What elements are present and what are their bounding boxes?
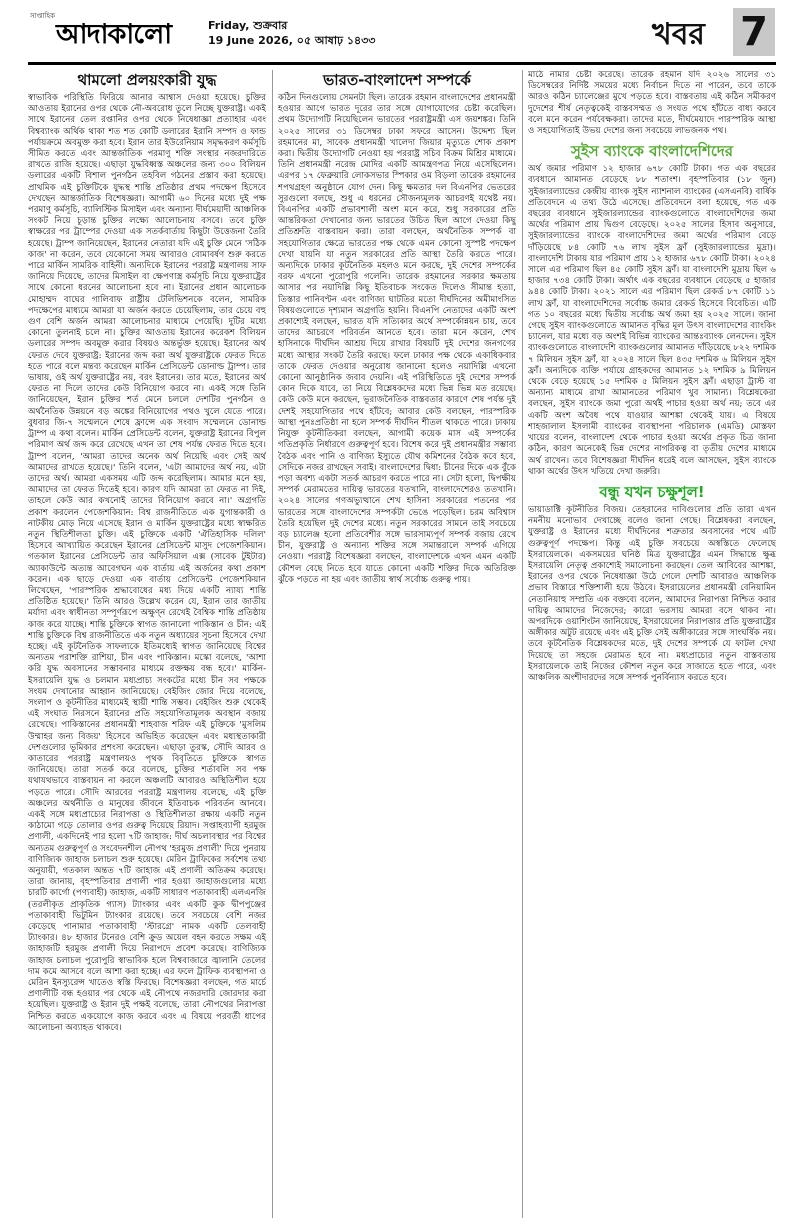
column-divider: [522, 70, 523, 1218]
headline-friend-eyesore: বন্ধু যখন চক্ষুশূল!: [599, 482, 705, 501]
article-swiss-bank: [528, 70, 776, 1218]
masthead-rule: [28, 62, 776, 65]
article-india-bangladesh: [278, 70, 516, 1218]
masthead: [28, 6, 776, 64]
article-india-bangladesh-body: কঠিন দিনগুলোয় সেমনটা ছিল। তারেক রহমান বাংলাদেশের প্রধানমন্ত্রী হওয়ার আগে ভারত দূরের তার সঙ্গে যোগাযোগের চেষ্টা করেছিল। প্রথম উদ্যোগটি নিয়েছিলেন ভারতের পররাষ্ট্রমন্ত্রী এস জয়শঙ্কর। তিনি ২০২৫ সালের ৩১ ডিসেম্বর ঢাকা সফরে আসেন। উদ্দেশ্য ছিল রহমানের মা, সাবেক প্রধানমন্ত্রী খালেদা জিয়ার মৃত্যুতে শোক প্রকাশ করা। দ্বিতীয় উদ্যোগটি নেওয়া হয় পররাষ্ট্র সচিব বিক্রম মিশ্রির মাধ্যমে। তিনি প্রধানমন্ত্রী নরেন্দ্র মোদির একটি আমন্ত্রণপত্র নিয়ে এসেছিলেন। এরপর ১৭ ফেব্রুয়ারি লোকসভার স্পিকার ওম বিড়লা তারেক রহমানের শপথগ্রহণ অনুষ্ঠানে যোগ দেন। কিছু ক্ষমতার দল বিএনপির ভেতরের সুরগুলো বলছে, শুধু এ ধরনের সৌজন্যমূলক আচরণই যথেষ্ট নয়। বিএনপির একটি প্রভাবশালী অংশ মনে করে, শুধু সরকারের প্রতি আন্তরিকতা দেখানোর জন্য ভারতের উচিত ছিল আগে দেওয়া কিছু প্রতিশ্রুতি বাস্তবায়ন করা। তারা বলছেন, অর্থনৈতিক সম্পর্ক বা সহযোগিতার ক্ষেত্রে ভারতের পক্ষ থেকে এমন কোনো সুস্পষ্ট পদক্ষেপ দেখা যায়নি যা নতুন সরকারের প্রতি আস্থা তৈরি করতে পারে। অন্যদিকে ঢাকার কূটনৈতিক মহলও মনে করছে, দুই দেশের সম্পর্কের বরফ এখনো পুরোপুরি গলেনি। তারেক রহমানের সরকার ক্ষমতায় আসার পর নয়াদিল্লি কিছু ইতিবাচক সংকেত দিলেও সীমান্ত হত্যা, তিস্তার পানিবণ্টন এবং বাণিজ্য ঘাটতির মতো দীর্ঘদিনের অমীমাংসিত বিষয়গুলোতে দৃশ্যমান অগ্রগতি হয়নি। বিএনপি নেতাদের একটি অংশ প্রকাশ্যেই বলছেন, ভারত যদি সত্যিকার অর্থে সম্পর্কোন্নয়ন চায়, তবে তাদের আচরণে পরিবর্তন আনতে হবে। তারা মনে করেন, শেখ হাসিনাকে দীর্ঘদিন আশ্রয় দিয়ে রাখার বিষয়টি দুই দেশের জনগণের মধ্যে আস্থার সংকট তৈরি করছে। ফলে ঢাকার পক্ষ থেকে একাধিকবার তাকে ফেরত দেওয়ার অনুরোধ জানানো হলেও নয়াদিল্লি এখনো কোনো আনুষ্ঠানিক জবাব দেয়নি। এই পরিস্থিতিতে দুই দেশের সম্পর্ক কোন দিকে যাবে, তা নিয়ে বিশ্লেষকদের মধ্যে ভিন্ন ভিন্ন মত রয়েছে। কেউ কেউ মনে করছেন, ভূরাজনৈতিক বাস্তবতার কারণে শেষ পর্যন্ত দুই দেশই সহযোগিতার পথে হাঁটবে; আবার কেউ বলছেন, পারস্পরিক আস্থা পুনঃপ্রতিষ্ঠা না হলে সম্পর্ক দীর্ঘদিন শীতল থাকতে পারে। ঢাকায় নিযুক্ত কূটনীতিকরা বলছেন, আগামী কয়েক মাস এই সম্পর্কের গতিপ্রকৃতি নির্ধারণে গুরুত্বপূর্ণ হবে। বিশেষ করে দুই প্রধানমন্ত্রীর সম্ভাব্য বৈঠক এবং পানি ও বাণিজ্য ইস্যুতে যৌথ কমিশনের বৈঠক কবে হবে, সেদিকে নজর রাখছেন সবাই। বাংলাদেশের দ্বিধা: চীনের দিকে এক বুঁকে পড়া অবশ্য একটা সতর্ক আচরণ করতে পারে না। সেটা হলো, দ্বিপক্ষীয় সম্পর্ক মেরামতের দায়িত্ব ভারতের যতখানি, বাংলাদেশেরও ততখানি। ২০২৪ সালের গণঅভ্যুত্থানে শেখ হাসিনা সরকারের পতনের পর ভারতের সঙ্গে বাংলাদেশের সম্পর্কটা ভেঙে পড়েছিল। চরম অবিশ্বাস তৈরি হয়েছিল দুই দেশের মধ্যে। নতুন সরকারের সামনে তাই সবচেয়ে বড় চ্যালেঞ্জ হলো প্রতিবেশীর সঙ্গে ভারসাম্যপূর্ণ সম্পর্ক বজায় রেখে চীন, যুক্তরাষ্ট্র ও অন্যান্য শক্তির সঙ্গে সমান্তরালে সম্পর্ক এগিয়ে নেওয়া। পররাষ্ট্র বিশেষজ্ঞরা বলছেন, বাংলাদেশকে এখন এমন একটি কৌশল বেছে নিতে হবে যাতে কোনো একটি শক্তির দিকে অতিরিক্ত ঝুঁকে পড়তে না হয় এবং জাতীয় স্বার্থ সর্বোচ্চ গুরুত্ব পায়।: [278, 93, 516, 585]
headline-india-bangladesh: ভারত-বাংলাদেশ সম্পর্কে: [323, 71, 471, 89]
article-war-ends-body: স্বাভাবিক পরিস্থিতি ফিরিয়ে আনার আশ্বাস দেওয়া হয়েছে। চুক্তির আওতায় ইরানের ওপর থেকে নৌ-অবরোধ তুলে নিচ্ছে যুক্তরাষ্ট্র। একই সাথে ইরানের তেল রপ্তানির ওপর থেকে নিষেধাজ্ঞা প্রত্যাহার এবং বিশ্বব্যাংক অর্থিক থাকা শত শত কোটি ডলারের ইরানি সম্পদ ও ফান্ড পর্যায়ক্রমে অবমুক্ত করা হবে। ইরান তার ইউরেনিয়াম সমৃদ্ধকরণ কর্মসূচি সীমিত করতে এবং আন্তর্জাতিক পরমাণু শক্তি সংস্থার নজরদারিতে রাখতে রাজি হয়েছে। এছাড়া যুদ্ধবিধ্বস্ত অঞ্চলের জন্য ৩০০ বিলিয়ন ডলারের একটি বিশাল পুনর্গঠন তহবিল গঠনের প্রস্তাব করা হয়েছে। প্রাথমিক এই চুক্তিটিকে যুদ্ধস্থ শান্তি প্রতিষ্ঠার প্রথম পদক্ষেপ হিসেবে দেখছেন আন্তর্জাতিক বিশেষজ্ঞরা। আগামী ৬০ দিনের মধ্যে দুই পক্ষ পরমাণু কর্মসূচি, ব্যালিস্টিক মিসাইল এবং অন্যান্য দীর্ঘমেয়াদী আঞ্চলিক সংকট নিয়ে চূড়ান্ত চুক্তির লক্ষ্যে আলোচনায় বসবে। তবে চুক্তি স্বাক্ষরের পর ট্রাম্পের দেওয়া এক সতর্কবার্তায় কিছুটা উত্তেজনা তৈরি হয়েছে। ট্রাম্প জানিয়েছেন, ইরানের নেতারা যদি এই চুক্তি মেনে 'সঠিক কাজ' না করেন, তবে যেকোনো সময় আবারও বোমাবর্ষণ শুরু করতে পারে মার্কিন সামরিক বাহিনী। অন্যদিকে ইরানের পররাষ্ট্র মন্ত্রণালয় সাফ জানিয়ে দিয়েছে, তাদের মিসাইল বা ক্ষেপণাস্ত্র কর্মসূচি নিয়ে যুক্তরাষ্ট্রের সাথে কোনো ধরনের আলোচনা হবে না। ইরানের প্রধান আলোচক মোহাম্মদ বাঘের গালিবাফ রাষ্ট্রীয় টেলিভিশনকে বলেন, সামরিক পদক্ষেপের মাধ্যমে আমরা যা অর্জন করতে চেয়েছিলাম, তার চেয়ে বহু গুণ বেশি অর্জন আমরা আলোচনার মাধ্যমে পেয়েছি। দুটির মধ্যে কোনো তুলনাই চলে না। চুক্তির আওতায় ইরানের করেকশ বিলিয়ন ডলারের সম্পদ অবমুক্ত করার বিষয়ও অন্তর্ভুক্ত হয়েছে। ইরানের অর্থ ফেরত দেবে যুক্তরাষ্ট্র: ইরানের জব্দ করা অর্থ যুক্তরাষ্ট্রকে ফেরত দিতে হতে পারে বলে মন্তব্য করেছেন মার্কিন প্রেসিডেন্ট ডোনাল্ড ট্রাম্প। তার ভাষায়, ওই অর্থ যুক্তরাষ্ট্রের নয়, বরং ইরানের। তার মতে, ইরানের অর্থ ফেরত না দিলে তাদের কেউ বিনিয়োগ করবে না। একই সঙ্গে তিনি জানিয়েছেন, ইরান চুক্তির শর্ত মেনে চললে দেশটির পুনর্গঠন ও অর্থনৈতিক উন্নয়নে বড় অঙ্কের বিনিয়োগের পথও খুলে যেতে পারে। বুধবার জি-৭ সম্মেলনে শেষে ফ্রান্সে এক সংবাদ সম্মেলনে ডোনাল্ড ট্রাম্প এ কথা বলেন। মার্কিন প্রেসিডেন্ট বলেন, যুক্তরাষ্ট্র ইরানের বিপুল পরিমাণ অর্থ জব্দ করে রেখেছে এখন তা শেষ পর্যন্ত ফেরত দিতে হবে। ট্রাম্প বলেন, 'আমরা তাদের অনেক অর্থ নিয়েছি এবং সেই অর্থ আমাদের রাখতে হয়েছে।' তিনি বলেন, 'এটা আমাদের অর্থ নয়, এটা তাদের অর্থ। আমরা একসময় এটি জব্দ করেছিলাম। আমার মনে হয়, আমাদের তা ফেরত দিতেই হবে। কারণ যদি আমরা তা ফেরত না দিই, তাহলে কেউ আর কখনোই তাদের বিনিয়োগ করবে না।' অগ্রগতি প্রকাশ করলেন পেজেশকিয়ান: বিশ্ব রাজনীতিতে এক যুগান্তকারী ও নাটকীয় মোড় নিয়ে এসেছে ইরান ও মার্কিন যুক্তরাষ্ট্রের মধ্যে স্বাক্ষরিত নতুন স্থিতিশীলতা চুক্তি। এই চুক্তিকে একটি 'ঐতিহাসিক দলিল' হিসেবে আখ্যায়িত করেছেন ইরানের প্রেসিডেন্ট মাসুদ পেজেশকিয়ান। গতকাল ইরানের প্রেসিডেন্ট তার অফিসিয়াল এক্স (সাবেক টুইটার) অ্যাকাউন্টে অত্যন্ত আবেগঘন এক বার্তায় এই অর্জনের কথা প্রকাশ করেন। এক ছাড়ে দেওয়া এক বার্তায় প্রেসিডেন্ট পেজেশকিয়ান লিখেছেন, 'পারস্পরিক শ্রদ্ধাবোধের মধ্য দিয়ে একটি ন্যায্য শান্তি প্রতিষ্ঠিত হয়েছে।' তিনি আরও উল্লেখ করেন যে, ইরান তার জাতীয় মর্যাদা এবং স্বাধীনতা সম্পূর্ণরূপে অক্ষুণ্ন রেখেই বৈশ্বিক শান্তি প্রতিষ্ঠায় কাজ করে যাচ্ছে। শান্তি চুক্তিকে স্বাগত জানালো পাকিস্তান ও চীন: এই শান্তি চুক্তিকে বিশ্ব রাজনীতিতে এক নতুন অধ্যায়ের সূচনা হিসেবে দেখা হচ্ছে। এই কূটনৈতিক সাফল্যকে ইতিমধ্যেই স্বাগত জানিয়েছে বিশ্বের অন্যতম পরাশক্তি রাশিয়া, চীন এবং পাকিস্তান। মস্কো বলেছে, 'আশা করি যুদ্ধ অবসানের সম্ভাবনার মাধ্যমে রক্তক্ষয় বন্ধ হবে।' মার্কিন-ইসরায়েলি যুদ্ধ ও চলমান মধ্যপ্রাচ্য সংকটের মধ্যে চীন সব পক্ষকে সংযম দেখানোর আহ্বান জানিয়েছে। বেইজিং জোর দিয়ে বলেছে, সংলাপ ও কূটনীতির মাধ্যমেই স্থায়ী শান্তি সম্ভব। বেইজিং শুরু থেকেই এই সংঘাত নিরসনে ইরানের প্রতি সহযোগিতামূলক অবস্থান বজায় রেখেছে। পাকিস্তানের প্রধানমন্ত্রী শাহবাজ শরিফ এই চুক্তিকে 'মুসলিম উম্মাহর জন্য বিজয়' হিসেবে অভিহিত করেছেন এবং মধ্যস্থতাকারী দেশগুলোর ভূমিকার প্রশংসা করেছেন। এছাড়া তুরস্ক, সৌদি আরব ও কাতারের পররাষ্ট্র মন্ত্রণালয়ও পৃথক বিবৃতিতে চুক্তিকে স্বাগত জানিয়েছে। তারা সতর্ক করে বলেছে, চুক্তির শর্তাবলি সব পক্ষ যথাযথভাবে বাস্তবায়ন না করলে অঞ্চলটি আবারও অস্থিতিশীল হয়ে পড়তে পারে। সৌদি আরবের পররাষ্ট্র মন্ত্রণালয় বলেছে, এই চুক্তি অঞ্চলের অর্থনীতি ও মানুষের জীবনে ইতিবাচক পরিবর্তন আনবে। একই সঙ্গে মধ্যপ্রাচ্যের নিরাপত্তা ও স্থিতিশীলতা রক্ষায় একটি নতুন কাঠামো গড়ে তোলার ওপর গুরুত্ব দিয়েছে রিয়াদ। সপ্তাহব্যাপী হরমুজ প্রণালী, একদিনেই পার হলো ৭টি জাহাজ: দীর্ঘ অচলাবস্থার পর বিশ্বের অন্যতম গুরুত্বপূর্ণ ও সংবেদনশীল নৌপথ 'হরমুজ প্রণালী' দিয়ে পুনরায় বাণিজ্যিক জাহাজ চলাচল শুরু হয়েছে। মেরিন ট্রাফিকের সর্বশেষ তথ্য অনুযায়ী, গতকাল অন্তত ৭টি জাহাজ এই প্রণালী অতিক্রম করেছে। তারা জানায়, বৃহস্পতিবার প্রণালী পার হওয়া জাহাজগুলোর মধ্যে চারটি কার্গো (পণ্যবাহী) জাহাজ, একটি সাধারণ পতাকাবাহী এলএনজি (তরলীকৃত প্রাকৃতিক গ্যাস) ট্যাংকার এবং একটি কুক দ্বীপপুঞ্জের পতাকাবাহী ভিটুমিন ট্যাংকার রয়েছে। তবে সবচেয়ে বেশি নজর কেড়েছে পানামার পতাকাবাহী 'স্টারগ্রে' নামক একটি তেলবাহী ট্যাংকার। ৪৮ হাজার টনেরও বেশি ক্রুড অয়েল বহন করতে সক্ষম এই জাহাজটি হরমুজ প্রণালী দিয়ে নিরাপদে প্রবেশ করেছে। বাণিজ্যিক জাহাজ চলাচল পুরোপুরি স্বাভাবিক হলে বিশ্ববাজারে জ্বালানি তেলের দাম কমে আসবে বলে আশা করা হচ্ছে। এর ফলে ট্রাফিক ব্যবস্থাপনা ও মেরিন ইনস্যুরেন্স খাতেও স্বস্তি ফিরছে। বিশেষজ্ঞরা বলছেন, গত মার্চে প্রণালীটি বন্ধ হওয়ার পর থেকে এই নৌপথে নজরদারি জোরদার করা হয়েছিল। যুক্তরাষ্ট্র ও ইরান দুই পক্ষই বলেছে, তারা নৌপথের নিরাপত্তা নিশ্চিত করতে একযোগে কাজ করবে এবং এ বিষয়ে পরবর্তী ধাপের আলোচনা অব্যাহত থাকবে।: [28, 93, 266, 1033]
section-name: খবর: [652, 17, 705, 52]
column-divider: [272, 70, 273, 1218]
date-bengali: 19 June 2026, ০৫ আষাঢ় ১৪৩৩: [208, 34, 376, 47]
date-english: Friday, শুক্রবার: [208, 19, 288, 32]
newspaper-logo: [28, 10, 198, 56]
headline-war-ends: থামলো প্রলয়ংকারী যুদ্ধ: [77, 71, 217, 89]
page-number: 7: [733, 8, 775, 56]
logo-text: আদাকালো: [56, 19, 172, 50]
article-war-ends: [28, 70, 266, 1218]
article-continued-body: মাঠে নামার চেষ্টা করেছে। তারেক রহমান যদি ২০২৬ সালের ৩১ ডিসেম্বরের নির্দিষ্ট সময়ের মধ্যে নির্বাচন দিতে না পারেন, তবে তাকে আরও কঠিন চ্যালেঞ্জের মুখে পড়তে হবে। বাস্তবতায় এই কঠিন সমীকরণ দুদেশের শীর্ষ নেতৃত্বকেই বাস্তবসম্মত ও সংযত পথে হাঁটতে বাধ্য করবে বলে মনে করেন পর্যবেক্ষকরা। তাদের মতে, দীর্ঘমেয়াদে পারস্পরিক আস্থা ও সহযোগিতাই উভয় দেশের জন্য সবচেয়ে লাভজনক পথ।: [528, 70, 776, 137]
headline-swiss-bank: সুইস ব্যাংকে বাংলাদেশিদের: [570, 142, 733, 161]
dateline: [208, 18, 375, 48]
article-swiss-bank-body: অর্থ জমার পরিমাণ ১২ হাজার ৬৭৮ কোটি টাকা। গত এক বছরের ব্যবধানে আমানত বেড়েছে ৮৮ শতাংশ। বৃহস্পতিবার (১৮ জুন) সুইজারল্যান্ডের কেন্দ্রীয় ব্যাংক সুইস ন্যাশনাল ব্যাংকের (এসএনবি) বার্ষিক প্রতিবেদনে এ তথ্য উঠে এসেছে। প্রতিবেদনে বলা হয়েছে, গত এক বছরের ব্যবধানে সুইজারল্যান্ডের ব্যাংকগুলোতে বাংলাদেশিদের জমা অর্থের পরিমাণ প্রায় দ্বিগুণ বেড়েছে। ২০২৫ সালের হিসাব অনুসারে, সুইজারল্যান্ডের ব্যাংকে বাংলাদেশিদের জমা অর্থের পরিমাণ বেড়ে দাঁড়িয়েছে ৮৪ কোটি ৭৬ লাখ সুইস ফ্রাঁ (সুইজারল্যান্ডের মুদ্রা)। বাংলাদেশি টাকায় যার পরিমাণ প্রায় ১২ হাজার ৬৭৮ কোটি টাকা। ২০২৪ সালে এর পরিমাণ ছিল ৪৫ কোটি সুইস ফ্রাঁ। যা বাংলাদেশি মুদ্রায় ছিল ৬ হাজার ৭৩৪ কোটি টাকা। অর্থাৎ এক বছরের ব্যবধানে বেড়েছে ৫ হাজার ৯৪৪ কোটি টাকা। ২০২১ সালে এর পরিমাণ ছিল রেকর্ড ৮৭ কোটি ১১ লাখ ফ্রাঁ, যা বাংলাদেশিদের সর্বোচ্চ জমার রেকর্ড হিসেবে বিবেচিত। এটি গত ১০ বছরের মধ্যে দ্বিতীয় সর্বোচ্চ অর্থ জমা হয় ২০২৫ সালে। জানা গেছে সুইস ব্যাংকগুলোতে আমানত বৃদ্ধির মূল উৎস বাংলাদেশের ব্যাংকিং চ্যানেল, যার মধ্যে বড় অংশই বিভিন্ন ব্যাংকের আন্তঃব্যাংক লেনদেন। সুইস ব্যাংকগুলোতে বাংলাদেশি ব্যাংকগুলোর আমানত দাঁড়িয়েছে ৮২২ দশমিক ৭ মিলিয়ন সুইস ফ্রাঁ, যা ২০২৪ সালে ছিল ৪৩৫ দশমিক ৬ মিলিয়ন সুইস ফ্রাঁ। অন্যদিকে ব্যক্তি পর্যায়ে গ্রাহকদের আমানত ১২ দশমিক ৯ মিলিয়ন থেকে বেড়ে হয়েছে ১৫ দশমিক ৫ মিলিয়ন সুইস ফ্রাঁ। এছাড়া ট্রাস্ট বা অন্যান্য মাধ্যমে রাখা আমানতের পরিমাণ খুব সামান্য। বিশ্লেষকেরা বলছেন, সুইস ব্যাংকে জমা পুরো অর্থই পাচার হওয়া অর্থ নয়; তবে এর একটি অংশ অবৈধ পথে যাওয়ার আশঙ্কা থেকেই যায়। এ বিষয়ে শাহজালাল ইসলামী ব্যাংকের ব্যবস্থাপনা পরিচালক (এমডি) মোস্তফা খায়ের বলেন, বাংলাদেশ থেকে পাচার হওয়া অর্থের প্রকৃত চিত্র জানা কঠিন, কারণ অনেকেই ভিন্ন দেশের নাগরিকত্ব বা তৃতীয় দেশের মাধ্যমে অর্থ রাখেন। তবে বিশেষজ্ঞরা দীর্ঘদিন ধরেই বলে আসছেন, সুইস ব্যাংকে থাকা অর্থের উৎস খতিয়ে দেখা জরুরি।: [528, 164, 776, 477]
logo-tagline: সাপ্তাহিক: [30, 12, 56, 20]
article-friend-eyesore-body: ভায়াডাক্টি কূটনীতির বিজয়। তেহরানের দাবিগুলোর প্রতি তারা এখন নমনীয় মনোভাব দেখাচ্ছে বলেও জানা গেছে। বিশ্লেষকরা বলছেন, যুক্তরাষ্ট্র ও ইরানের মধ্যে দীর্ঘদিনের শত্রুতার অবসানের পথে এটি গুরুত্বপূর্ণ পদক্ষেপ। কিন্তু এই চুক্তি সবচেয়ে অস্বস্তিতে ফেলেছে ইসরায়েলকে। একসময়ের ঘনিষ্ঠ মিত্র যুক্তরাষ্ট্রের এমন সিদ্ধান্তে ক্ষুব্ধ ইসরায়েলি নেতৃত্ব প্রকাশ্যেই সমালোচনা করছেন। তেল আবিবের আশঙ্কা, ইরানের ওপর থেকে নিষেধাজ্ঞা উঠে গেলে দেশটি আবারও আঞ্চলিক প্রভাব বিস্তারে শক্তিশালী হয়ে উঠবে। ইসরায়েলের প্রধানমন্ত্রী বেনিয়ামিন নেতানিয়াহু সম্প্রতি এক বক্তব্যে বলেন, আমাদের নিরাপত্তা নিশ্চিত করার দায়িত্ব আমাদের নিজেদের; কারো ভরসায় আমরা বসে থাকব না। অপরদিকে ওয়াশিংটন জানিয়েছে, ইসরায়েলের নিরাপত্তার প্রতি যুক্তরাষ্ট্রের অঙ্গীকার অটুট রয়েছে এবং এই চুক্তি সেই অঙ্গীকারের সঙ্গে সাংঘর্ষিক নয়। তবে কূটনৈতিক বিশ্লেষকদের মতে, দুই দেশের সম্পর্কে যে ফাটল দেখা দিয়েছে তা সহজে মেরামত হবে না। মধ্যপ্রাচ্যের নতুন বাস্তবতায় ইসরায়েলকে তাই নিজের কৌশল নতুন করে সাজাতে হতে পারে, এবং আঞ্চলিক অংশীদারদের সঙ্গে সম্পর্ক পুনর্বিন্যাস করতে হবে।: [528, 504, 776, 683]
